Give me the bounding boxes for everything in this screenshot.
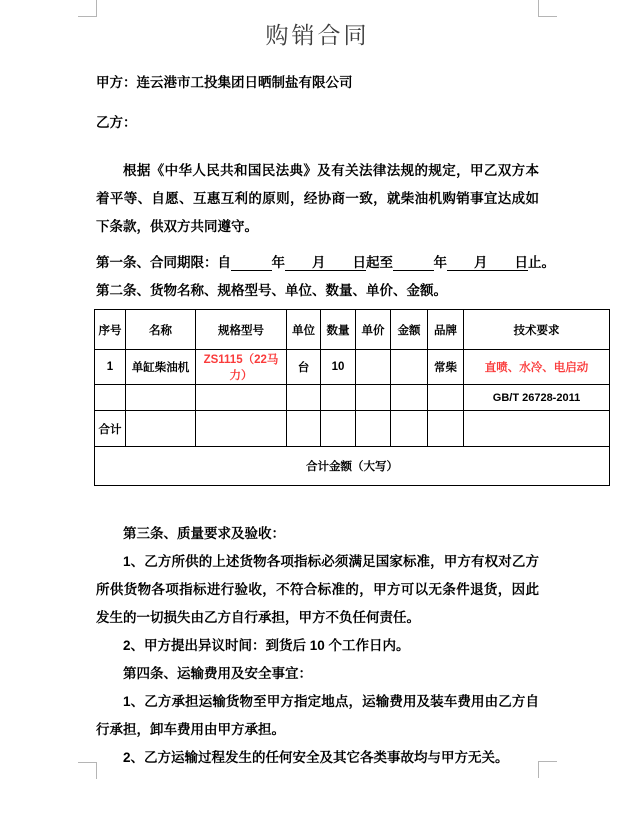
text-boundary-mark-top-right	[538, 0, 557, 17]
cell-amount	[391, 350, 428, 385]
col-header-amount: 金额	[391, 310, 428, 350]
text-boundary-mark-top-left	[78, 0, 97, 17]
col-header-qty: 数量	[321, 310, 356, 350]
clause1-blank-5	[393, 255, 434, 271]
intro-paragraph: 根据《中华人民共和国民法典》及有关法律法规的规定，甲乙双方本着平等、自愿、互惠互利的原则，经协商一致，就柴油机购销事宜达成如下条款，供双方共同遵守。	[96, 163, 539, 234]
clause1-text-4: 起至	[366, 255, 393, 270]
clause1-blank-1	[231, 255, 272, 271]
cell-brand: 常柴	[428, 350, 464, 385]
cell-unit: 台	[287, 350, 321, 385]
col-header-brand: 品牌	[428, 310, 464, 350]
cell-empty	[321, 411, 356, 447]
cell-model: ZS1115（22马力）	[196, 350, 287, 385]
cell-empty	[287, 411, 321, 447]
cell-empty	[356, 385, 391, 411]
clause1-text-0: 第一条、合同期限：自	[96, 255, 231, 270]
cell-unit-price	[356, 350, 391, 385]
cell-total-amount-label: 合计金额（大写）	[95, 447, 610, 486]
cell-empty	[391, 385, 428, 411]
cell-empty	[126, 385, 196, 411]
clause-2-goods-heading: 第二条、货物名称、规格型号、单位、数量、单价、金额。	[96, 283, 447, 298]
clause1-text-6: 年	[433, 255, 447, 270]
table-header-row	[95, 310, 610, 350]
clauses-section	[96, 520, 539, 772]
col-header-unit-price: 单价	[356, 310, 391, 350]
clause1-text-8: 止。	[528, 255, 555, 270]
col-header-name: 名称	[126, 310, 196, 350]
col-header-seq: 序号	[95, 310, 126, 350]
cell-subtotal-label: 合计	[95, 411, 126, 447]
col-header-unit: 单位	[287, 310, 321, 350]
clause-4-item-2: 2、乙方运输过程发生的任何安全及其它各类事故均与甲方无关。	[123, 750, 509, 765]
document-title: 购销合同	[265, 23, 370, 48]
cell-qty: 10	[321, 350, 356, 385]
clause1-blank-7: 月 日	[447, 255, 528, 270]
cell-empty	[126, 411, 196, 447]
table-row-total-amount	[95, 447, 610, 486]
cell-standard-number: GB/T 26728-2011	[464, 385, 610, 411]
cell-name: 单缸柴油机	[126, 350, 196, 385]
document-page	[96, 0, 589, 772]
text-boundary-mark-bottom-left	[78, 762, 97, 779]
clause-3-item-1: 1、乙方所供的上述货物各项指标必须满足国家标准，甲方有权对乙方所供货物各项指标进行验收，不符合标准的，甲方可以无条件退货，因此发生的一切损失由乙方自行承担，甲方不负任何责任。	[96, 554, 539, 625]
clause-1-contract-term	[96, 249, 555, 277]
cell-empty	[95, 385, 126, 411]
party-a-line: 甲方：连云港市工投集团日晒制盐有限公司	[96, 75, 353, 90]
clause-4-heading: 第四条、运输费用及安全事宜：	[123, 666, 312, 681]
cell-seq: 1	[95, 350, 126, 385]
clause-4-item-1: 1、乙方承担运输货物至甲方指定地点，运输费用及装车费用由乙方自行承担，卸车费用由甲方承担。	[96, 694, 539, 737]
cell-empty	[464, 411, 610, 447]
goods-table	[94, 309, 610, 486]
col-header-model: 规格型号	[196, 310, 287, 350]
clause-3-heading: 第三条、质量要求及验收：	[123, 526, 285, 541]
party-b-line: 乙方：	[96, 115, 137, 130]
cell-empty	[391, 411, 428, 447]
cell-empty	[196, 411, 287, 447]
cell-empty	[196, 385, 287, 411]
clause-3-item-2: 2、甲方提出异议时间：到货后 10 个工作日内。	[123, 638, 410, 653]
cell-tech: 直喷、水冷、电启动	[464, 350, 610, 385]
table-row-standard	[95, 385, 610, 411]
cell-empty	[356, 411, 391, 447]
text-boundary-mark-bottom-right	[538, 761, 557, 778]
cell-empty	[428, 411, 464, 447]
cell-empty	[428, 385, 464, 411]
clause1-blank-3: 月 日	[285, 255, 366, 270]
table-row-item	[95, 350, 610, 385]
col-header-tech: 技术要求	[464, 310, 610, 350]
table-row-subtotal	[95, 411, 610, 447]
cell-empty	[287, 385, 321, 411]
clause1-text-2: 年	[271, 255, 285, 270]
cell-empty	[321, 385, 356, 411]
